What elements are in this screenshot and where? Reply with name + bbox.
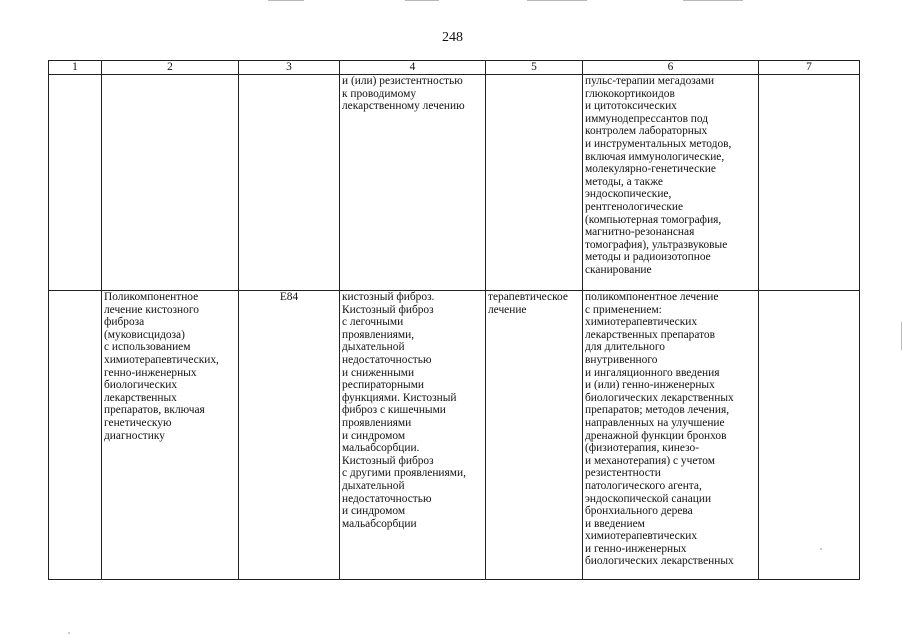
table-row: [49, 291, 860, 580]
column-header-5: 5: [486, 61, 583, 75]
table-row: [49, 75, 860, 291]
cell-row1-col7: [759, 75, 860, 291]
column-header-2: 2: [102, 61, 239, 75]
medical-care-table: [48, 60, 860, 580]
cell-row1-col2: [102, 75, 239, 291]
column-header-6: 6: [583, 61, 759, 75]
column-header-3: 3: [239, 61, 340, 75]
table-header-row: [49, 61, 860, 75]
column-header-7: 7: [759, 61, 860, 75]
cell-row2-col1: [49, 291, 102, 580]
cell-row1-col3: [239, 75, 340, 291]
cell-row2-col2: Поликомпонентное лечение кистозного фиброза (муковисцидоза) с использованием химиотерапевтических, генно-инженерных биологических лекарственных препаратов, включая генетическую диагностику: [102, 291, 239, 580]
cell-row1-col6: пульс-терапии мегадозами глюкокортикоидов и цитотоксических иммунодепрессантов под контролем лабораторных и инструментальных методов, включая иммунологические, молекулярно-генетические методы, а также эндоскопические, рентгенологические (компьютерная томография, магнитно-резонансная томография), ультразвуковые методы и радиоизотопное сканирование: [583, 75, 759, 291]
scan-artifact-dot: [68, 632, 70, 634]
cell-row1-col5: [486, 75, 583, 291]
cell-row2-col5: терапевтическое лечение: [486, 291, 583, 580]
cell-row1-col4: и (или) резистентностью к проводимому лекарственному лечению: [340, 75, 486, 291]
scan-artifact-dot: [820, 548, 822, 550]
cell-row2-col3-code: E84: [239, 291, 340, 580]
page-number: 248: [442, 30, 463, 45]
column-header-4: 4: [340, 61, 486, 75]
cell-row2-col4: кистозный фиброз. Кистозный фиброз с легочными проявлениями, дыхательной недостаточностью и сниженными респираторными функциями. Кистозный фиброз с кишечными проявлениями и синдромом мальабсорбции. Кистозный фиброз с другими проявлениями, дыхательной недостаточностью и синдромом мальабсорбции: [340, 291, 486, 580]
column-header-1: 1: [49, 61, 102, 75]
scan-artifact-right-edge: [901, 322, 902, 350]
cell-row2-col6: поликомпонентное лечение с применением: химиотерапевтических лекарственных препаратов для длительного внутривенного и ингаляционного введения и (или) генно-инженерных биологических лекарственных препаратов; методов лечения, направленных на улучшение дренажной функции бронхов (физиотерапия, кинезо- и механотерапия) с учетом резистентности патологического агента, эндоскопической санации бронхиального дерева и введением химиотерапевтических и генно-инженерных биологических лекарственных: [583, 291, 759, 580]
cell-row2-col7: [759, 291, 860, 580]
cell-row1-col1: [49, 75, 102, 291]
